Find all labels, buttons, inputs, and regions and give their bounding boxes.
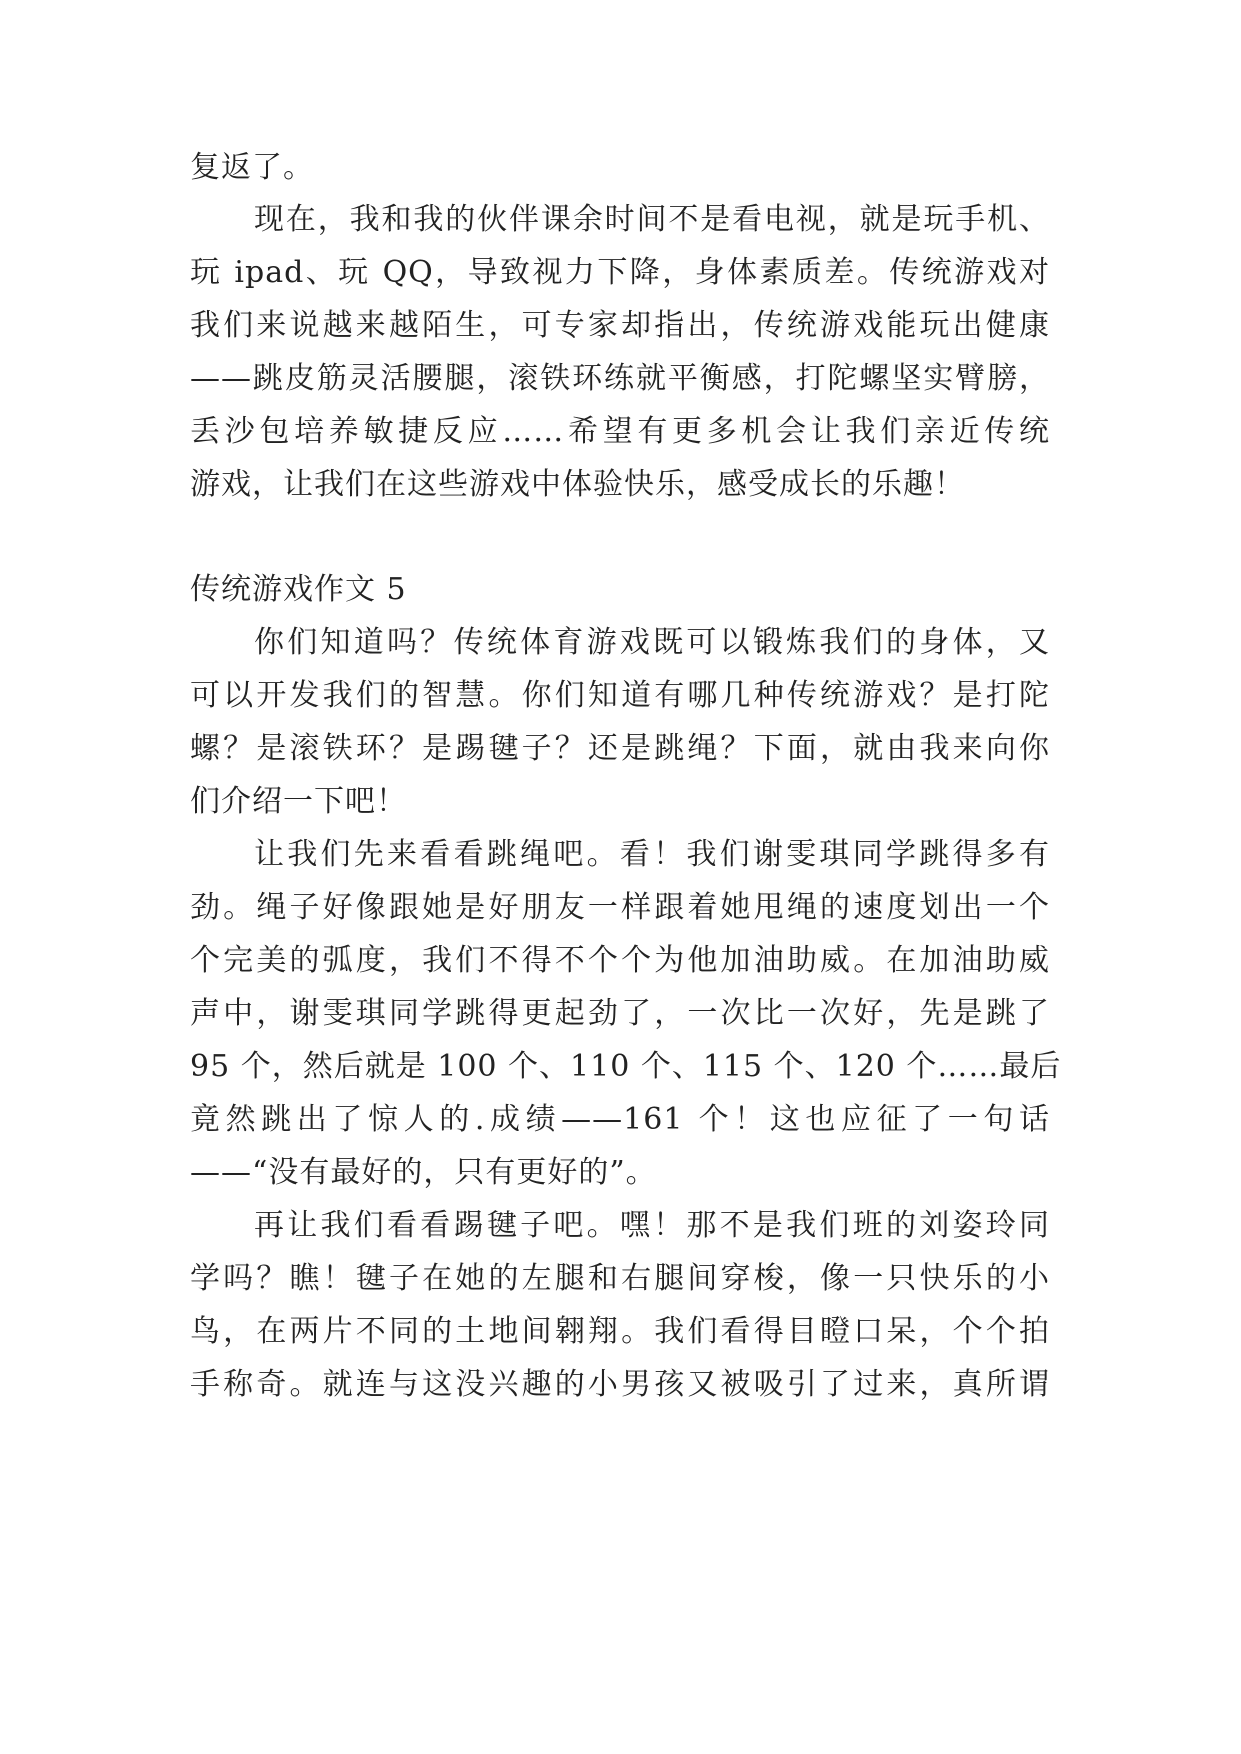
- paragraph-line: 95 个，然后就是 100 个、110 个、115 个、120 个……最后: [190, 1049, 1062, 1084]
- paragraph-line: 再让我们看看踢毽子吧。嘿！那不是我们班的刘姿玲同: [254, 1208, 1050, 1243]
- paragraph-line: 劲。绳子好像跟她是好朋友一样跟着她甩绳的速度划出一个: [190, 890, 1050, 925]
- paragraph-line: 们介绍一下吧！: [190, 784, 407, 819]
- paragraph-line: 学吗？瞧！毽子在她的左腿和右腿间穿梭，像一只快乐的小: [190, 1261, 1050, 1296]
- paragraph-line: 声中，谢雯琪同学跳得更起劲了，一次比一次好，先是跳了: [190, 996, 1050, 1031]
- paragraph-line: 个完美的弧度，我们不得不个个为他加油助威。在加油助威: [190, 943, 1050, 978]
- paragraph-line: 现在，我和我的伙伴课余时间不是看电视，就是玩手机、: [254, 202, 1050, 237]
- section-title: 传统游戏作文 5: [190, 572, 407, 607]
- continuation-line: 复返了。: [190, 150, 314, 185]
- paragraph-line: 丢沙包培养敏捷反应……希望有更多机会让我们亲近传统: [190, 414, 1050, 449]
- paragraph-line: 鸟，在两片不同的土地间翱翔。我们看得目瞪口呆，个个拍: [190, 1314, 1050, 1349]
- paragraph-line: ——跳皮筋灵活腰腿，滚铁环练就平衡感，打陀螺坚实臂膀，: [190, 361, 1050, 396]
- paragraph-line: ——“没有最好的，只有更好的”。: [190, 1155, 657, 1190]
- paragraph-line: 手称奇。就连与这没兴趣的小男孩又被吸引了过来，真所谓: [190, 1367, 1050, 1402]
- paragraph-line: 竟然跳出了惊人的.成绩——161 个！这也应征了一句话: [190, 1102, 1050, 1137]
- paragraph-line: 可以开发我们的智慧。你们知道有哪几种传统游戏？是打陀: [190, 678, 1050, 713]
- paragraph-line: 玩 ipad、玩 QQ，导致视力下降，身体素质差。传统游戏对: [190, 255, 1050, 290]
- paragraph-line: 游戏，让我们在这些游戏中体验快乐，感受成长的乐趣！: [190, 467, 965, 502]
- paragraph-line: 螺？是滚铁环？是踢毽子？还是跳绳？下面，就由我来向你: [190, 731, 1050, 766]
- paragraph-line: 你们知道吗？传统体育游戏既可以锻炼我们的身体，又: [254, 625, 1050, 660]
- paragraph-line: 让我们先来看看跳绳吧。看！我们谢雯琪同学跳得多有: [254, 837, 1050, 872]
- paragraph-line: 我们来说越来越陌生，可专家却指出，传统游戏能玩出健康: [190, 308, 1050, 343]
